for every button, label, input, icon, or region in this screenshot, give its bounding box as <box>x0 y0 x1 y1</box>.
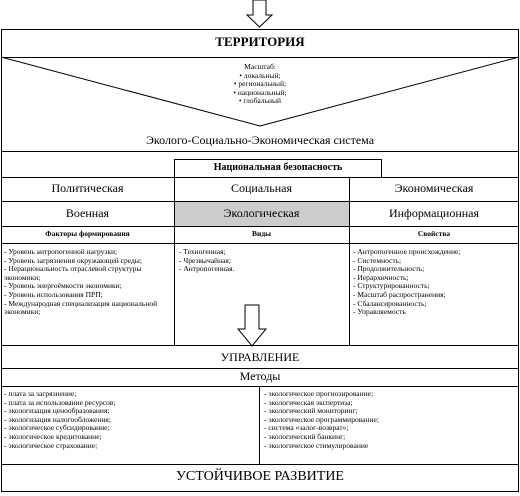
scale-item: • локальный; <box>239 70 281 80</box>
list-item: - Антропогенная. <box>179 264 235 274</box>
factors-header: Факторы формирования <box>45 229 130 238</box>
properties-header: Свойства <box>417 229 451 238</box>
list-item: - Иерархичность; <box>353 272 409 282</box>
list-item: - Структурированность; <box>353 281 430 291</box>
security-economic: Экономическая <box>394 181 474 195</box>
types-list <box>179 248 345 274</box>
security-military: Военная <box>65 206 110 220</box>
list-item: - экологическое стимулирование <box>264 440 369 450</box>
scale-item: • глобальный <box>238 96 282 106</box>
management-label: УПРАВЛЕНИЕ <box>220 350 300 364</box>
list-item: - экологическое кредитование; <box>4 431 102 441</box>
security-political: Политическая <box>51 181 124 195</box>
list-item: - Сбалансированность; <box>353 298 427 308</box>
system-title: Эколого-Социально-Экономическая система <box>145 133 375 147</box>
list-item: - экологический мониторинг; <box>264 406 358 416</box>
types-header: Виды <box>252 229 271 238</box>
scale-item: • национальный; <box>233 87 287 97</box>
list-item: - Уровень использования ПРП; <box>4 289 103 299</box>
sustainable-development-label: УСТОЙЧИВОЕ РАЗВИТИЕ <box>176 469 344 484</box>
security-ecological: Экологическая <box>223 206 300 220</box>
list-item: - Системность; <box>353 255 402 265</box>
list-item: - Управляемость <box>353 307 406 317</box>
list-item: - экологическое страхование; <box>4 440 98 450</box>
list-item: - Техногенная; <box>179 247 226 256</box>
down-arrow-icon <box>246 0 274 28</box>
security-informational: Информационная <box>388 206 480 220</box>
list-item: - экологическая экспертиза; <box>264 397 353 407</box>
list-item: - Уровень энергоёмкости экономики; <box>4 281 122 291</box>
list-item: - экологизация налогообложения; <box>4 414 111 424</box>
territory-title: ТЕРРИТОРИЯ <box>215 34 305 49</box>
list-item: - экологическое программирование; <box>264 414 379 424</box>
list-item: - система «залог-возврат»; <box>264 423 349 433</box>
list-item: - Антропогенное происхождение; <box>353 247 461 256</box>
scale-label: Масштаб: <box>244 62 276 71</box>
list-item: - Международная специализация национальной экономики; <box>4 298 158 317</box>
list-item: - Нерациональность отраслевой структуры экономики; <box>4 264 142 282</box>
list-item: - Масштаб распространения; <box>353 289 446 299</box>
list-item: - плата за использование ресурсов; <box>4 397 116 407</box>
list-item: - Чрезвычайная; <box>179 255 231 265</box>
list-item: - экологизация ценообразования; <box>4 406 110 416</box>
factors-list <box>4 248 170 317</box>
properties-list <box>353 248 515 317</box>
list-item: - экологическое субсидирование; <box>4 423 110 433</box>
list-item: - Уровень антропогенной нагрузки; <box>4 247 118 256</box>
methods-title: Методы <box>239 369 281 383</box>
list-item: - экологический банкинг; <box>264 431 346 441</box>
national-security-label: Национальная безопасность <box>213 162 343 173</box>
list-item: - Уровень загрязнения окружающей среды; <box>4 255 142 265</box>
down-arrow-icon <box>236 305 268 347</box>
list-item: - экологическое прогнозирование; <box>264 389 374 398</box>
methods-economic-list <box>4 390 256 450</box>
list-item: - плата за загрязнение; <box>4 389 77 398</box>
methods-administrative-list <box>264 390 514 450</box>
security-social: Социальная <box>230 181 292 195</box>
scale-item: • региональный; <box>233 79 287 89</box>
scale-block <box>200 63 320 106</box>
list-item: - Продолжительность; <box>353 264 425 274</box>
